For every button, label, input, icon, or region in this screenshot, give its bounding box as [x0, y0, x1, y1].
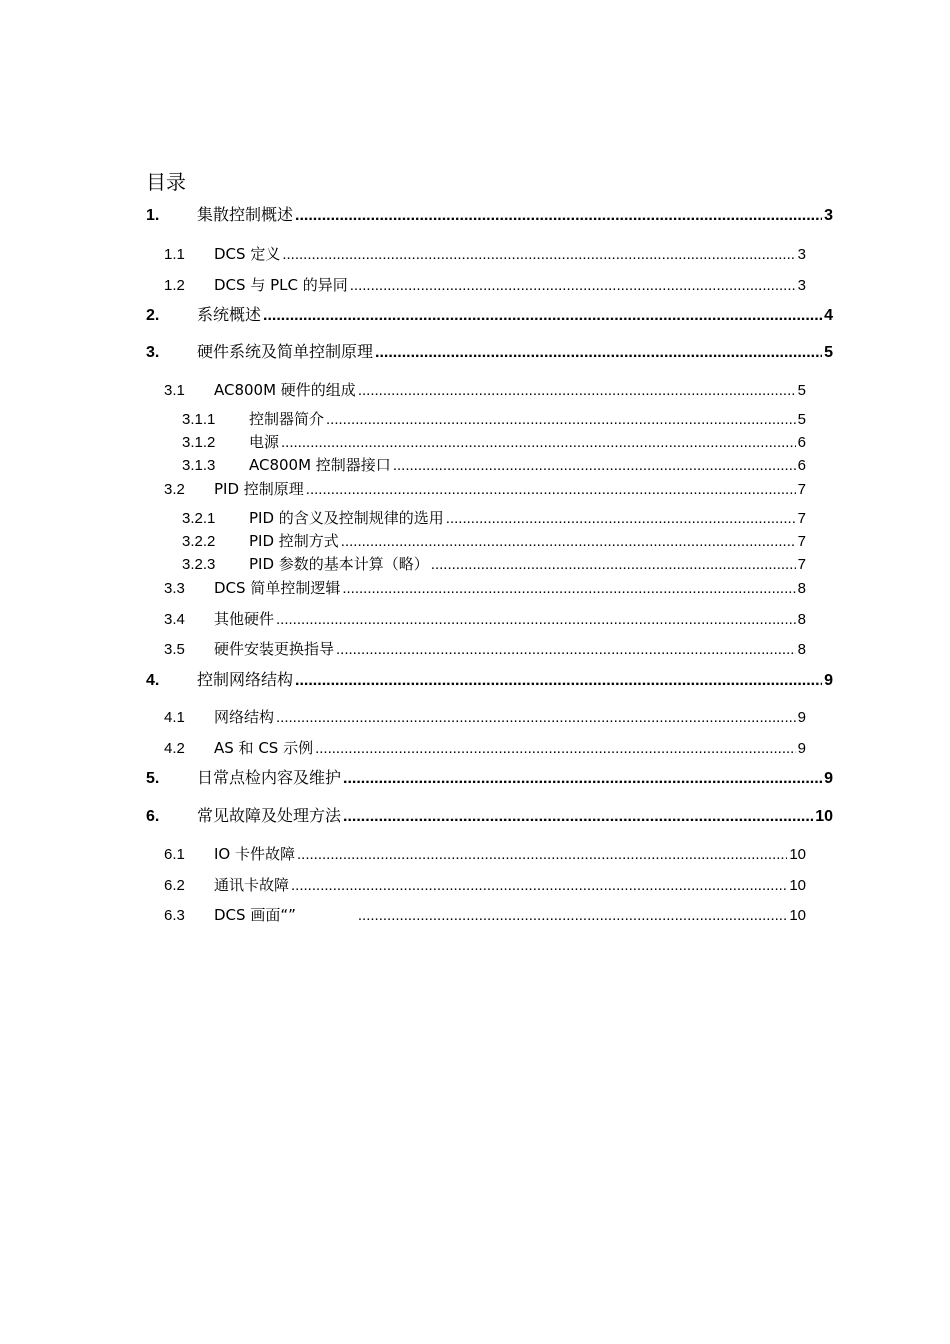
toc-entry-label: PID 的含义及控制规律的选用 — [249, 509, 444, 527]
toc-entry-label: 通讯卡故障 — [214, 876, 290, 894]
toc-entry-3-4[interactable] — [164, 609, 806, 630]
toc-dot-leader — [358, 906, 787, 926]
toc-entry-number: 3.2.3 — [182, 556, 216, 573]
toc-entry-3-3[interactable] — [164, 578, 806, 599]
toc-dot-leader — [336, 640, 796, 660]
toc-entry-number: 1.1 — [164, 246, 185, 263]
toc-dot-leader — [276, 708, 796, 728]
toc-dot-leader — [446, 509, 796, 529]
toc-entry-4[interactable] — [146, 670, 833, 691]
toc-entry-label: 集散控制概述 — [197, 205, 294, 224]
toc-dot-leader — [375, 343, 822, 363]
toc-entry-number: 4.1 — [164, 709, 185, 726]
toc-entry-label: 控制器简介 — [249, 410, 325, 428]
toc-entry-page: 7 — [797, 533, 806, 550]
toc-entry-number: 6. — [146, 808, 160, 825]
toc-entry-4-1[interactable] — [164, 707, 806, 728]
toc-entry-label: PID 参数的基本计算（略） — [249, 555, 429, 573]
toc-entry-page: 10 — [789, 846, 806, 863]
toc-entry-label: 日常点检内容及维护 — [197, 768, 342, 787]
toc-entry-label: 常见故障及处理方法 — [197, 806, 342, 825]
toc-entry-number: 3.2.1 — [182, 510, 216, 527]
toc-dot-leader — [295, 206, 822, 226]
toc-entry-page: 5 — [824, 344, 833, 361]
toc-entry-page: 8 — [797, 641, 806, 658]
toc-entry-6-2[interactable] — [164, 875, 806, 896]
toc-entry-label: 硬件安装更换指导 — [214, 640, 335, 658]
toc-entry-page: 4 — [824, 307, 833, 324]
toc-dot-leader — [281, 433, 796, 453]
toc-dot-leader — [341, 532, 796, 552]
toc-entry-page: 3 — [824, 207, 833, 224]
toc-dot-leader — [326, 410, 796, 430]
toc-entry-page: 8 — [797, 580, 806, 597]
toc-entry-number: 3.5 — [164, 641, 185, 658]
toc-entry-page: 7 — [797, 556, 806, 573]
toc-entry-page: 10 — [789, 877, 806, 894]
toc-dot-leader — [306, 480, 796, 500]
toc-title: 目录 — [146, 170, 186, 194]
toc-entry-page: 7 — [797, 510, 806, 527]
toc-entry-number: 1. — [146, 207, 160, 224]
toc-entry-6-1[interactable] — [164, 844, 806, 865]
toc-entry-3-1-2[interactable] — [182, 432, 806, 453]
toc-entry-label: DCS 简单控制逻辑 — [214, 579, 341, 597]
toc-entry-6[interactable] — [146, 806, 833, 827]
toc-entry-number: 4. — [146, 672, 160, 689]
toc-entry-number: 3.1.1 — [182, 411, 216, 428]
toc-entry-page: 9 — [797, 740, 806, 757]
toc-entry-page: 3 — [797, 277, 806, 294]
toc-entry-number: 3.1.3 — [182, 457, 216, 474]
toc-dot-leader — [343, 769, 822, 789]
toc-entry-number: 3.4 — [164, 611, 185, 628]
toc-entry-3-1-1[interactable] — [182, 409, 806, 430]
toc-dot-leader — [393, 456, 796, 476]
toc-entry-label: DCS 定义 — [214, 245, 281, 263]
toc-entry-6-3[interactable] — [164, 905, 806, 926]
toc-entry-label: AC800M 控制器接口 — [249, 456, 391, 474]
toc-entry-number: 3.1 — [164, 382, 185, 399]
toc-dot-leader — [431, 555, 796, 575]
toc-dot-leader — [291, 876, 787, 896]
toc-entry-label: DCS 与 PLC 的异同 — [214, 276, 348, 294]
toc-entry-page: 5 — [797, 411, 806, 428]
toc-entry-3-2-2[interactable] — [182, 531, 806, 552]
toc-entry-page: 10 — [789, 907, 806, 924]
toc-entry-label: 电源 — [249, 433, 280, 451]
toc-entry-page: 9 — [797, 709, 806, 726]
toc-entry-label: 其他硬件 — [214, 610, 275, 628]
toc-entry-page: 6 — [797, 457, 806, 474]
toc-dot-leader — [358, 381, 796, 401]
toc-entry-label: 硬件系统及简单控制原理 — [197, 342, 374, 361]
toc-entry-1-2[interactable] — [164, 275, 806, 296]
toc-entry-3-1[interactable] — [164, 380, 806, 401]
toc-entry-page: 5 — [797, 382, 806, 399]
toc-entry-page: 10 — [815, 808, 833, 825]
toc-entry-page: 9 — [824, 672, 833, 689]
toc-entry-2[interactable] — [146, 305, 833, 326]
toc-entry-number: 6.3 — [164, 907, 185, 924]
toc-entry-number: 3.2 — [164, 481, 185, 498]
toc-entry-page: 9 — [824, 770, 833, 787]
toc-entry-label: AC800M 硬件的组成 — [214, 381, 356, 399]
toc-entry-label: PID 控制方式 — [249, 532, 339, 550]
toc-entry-3-5[interactable] — [164, 639, 806, 660]
toc-entry-number: 2. — [146, 307, 160, 324]
toc-entry-1[interactable] — [146, 205, 833, 226]
toc-entry-4-2[interactable] — [164, 738, 806, 759]
toc-entry-3-2-1[interactable] — [182, 508, 806, 529]
toc-entry-5[interactable] — [146, 768, 833, 789]
toc-entry-label: 系统概述 — [197, 305, 262, 324]
toc-entry-page: 8 — [797, 611, 806, 628]
toc-entry-3[interactable] — [146, 342, 833, 363]
toc-dot-leader — [295, 671, 822, 691]
toc-entry-number: 3. — [146, 344, 160, 361]
toc-entry-label: 网络结构 — [214, 708, 275, 726]
toc-entry-number: 4.2 — [164, 740, 185, 757]
toc-entry-number: 1.2 — [164, 277, 185, 294]
toc-dot-leader — [350, 276, 796, 296]
toc-dot-leader — [343, 807, 813, 827]
toc-entry-3-2[interactable] — [164, 479, 806, 500]
toc-entry-label: DCS 画面“” — [214, 906, 296, 924]
toc-entry-label: PID 控制原理 — [214, 480, 304, 498]
toc-entry-1-1[interactable] — [164, 244, 806, 265]
toc-entry-page: 3 — [797, 246, 806, 263]
toc-entry-number: 6.1 — [164, 846, 185, 863]
toc-entry-label: 控制网络结构 — [197, 670, 294, 689]
toc-entry-3-1-3[interactable] — [182, 455, 806, 476]
toc-dot-leader — [297, 845, 787, 865]
toc-entry-3-2-3[interactable] — [182, 554, 806, 575]
toc-entry-label: AS 和 CS 示例 — [214, 739, 314, 757]
toc-entry-number: 6.2 — [164, 877, 185, 894]
toc-entry-number: 5. — [146, 770, 160, 787]
toc-entry-page: 7 — [797, 481, 806, 498]
toc-entry-number: 3.3 — [164, 580, 185, 597]
toc-dot-leader — [263, 306, 822, 326]
toc-entry-page: 6 — [797, 434, 806, 451]
toc-dot-leader — [315, 739, 796, 759]
toc-entry-number: 3.2.2 — [182, 533, 216, 550]
toc-dot-leader — [342, 579, 795, 599]
toc-entry-number: 3.1.2 — [182, 434, 216, 451]
toc-dot-leader — [276, 610, 796, 630]
toc-dot-leader — [282, 245, 795, 265]
toc-entry-label: IO 卡件故障 — [214, 845, 295, 863]
